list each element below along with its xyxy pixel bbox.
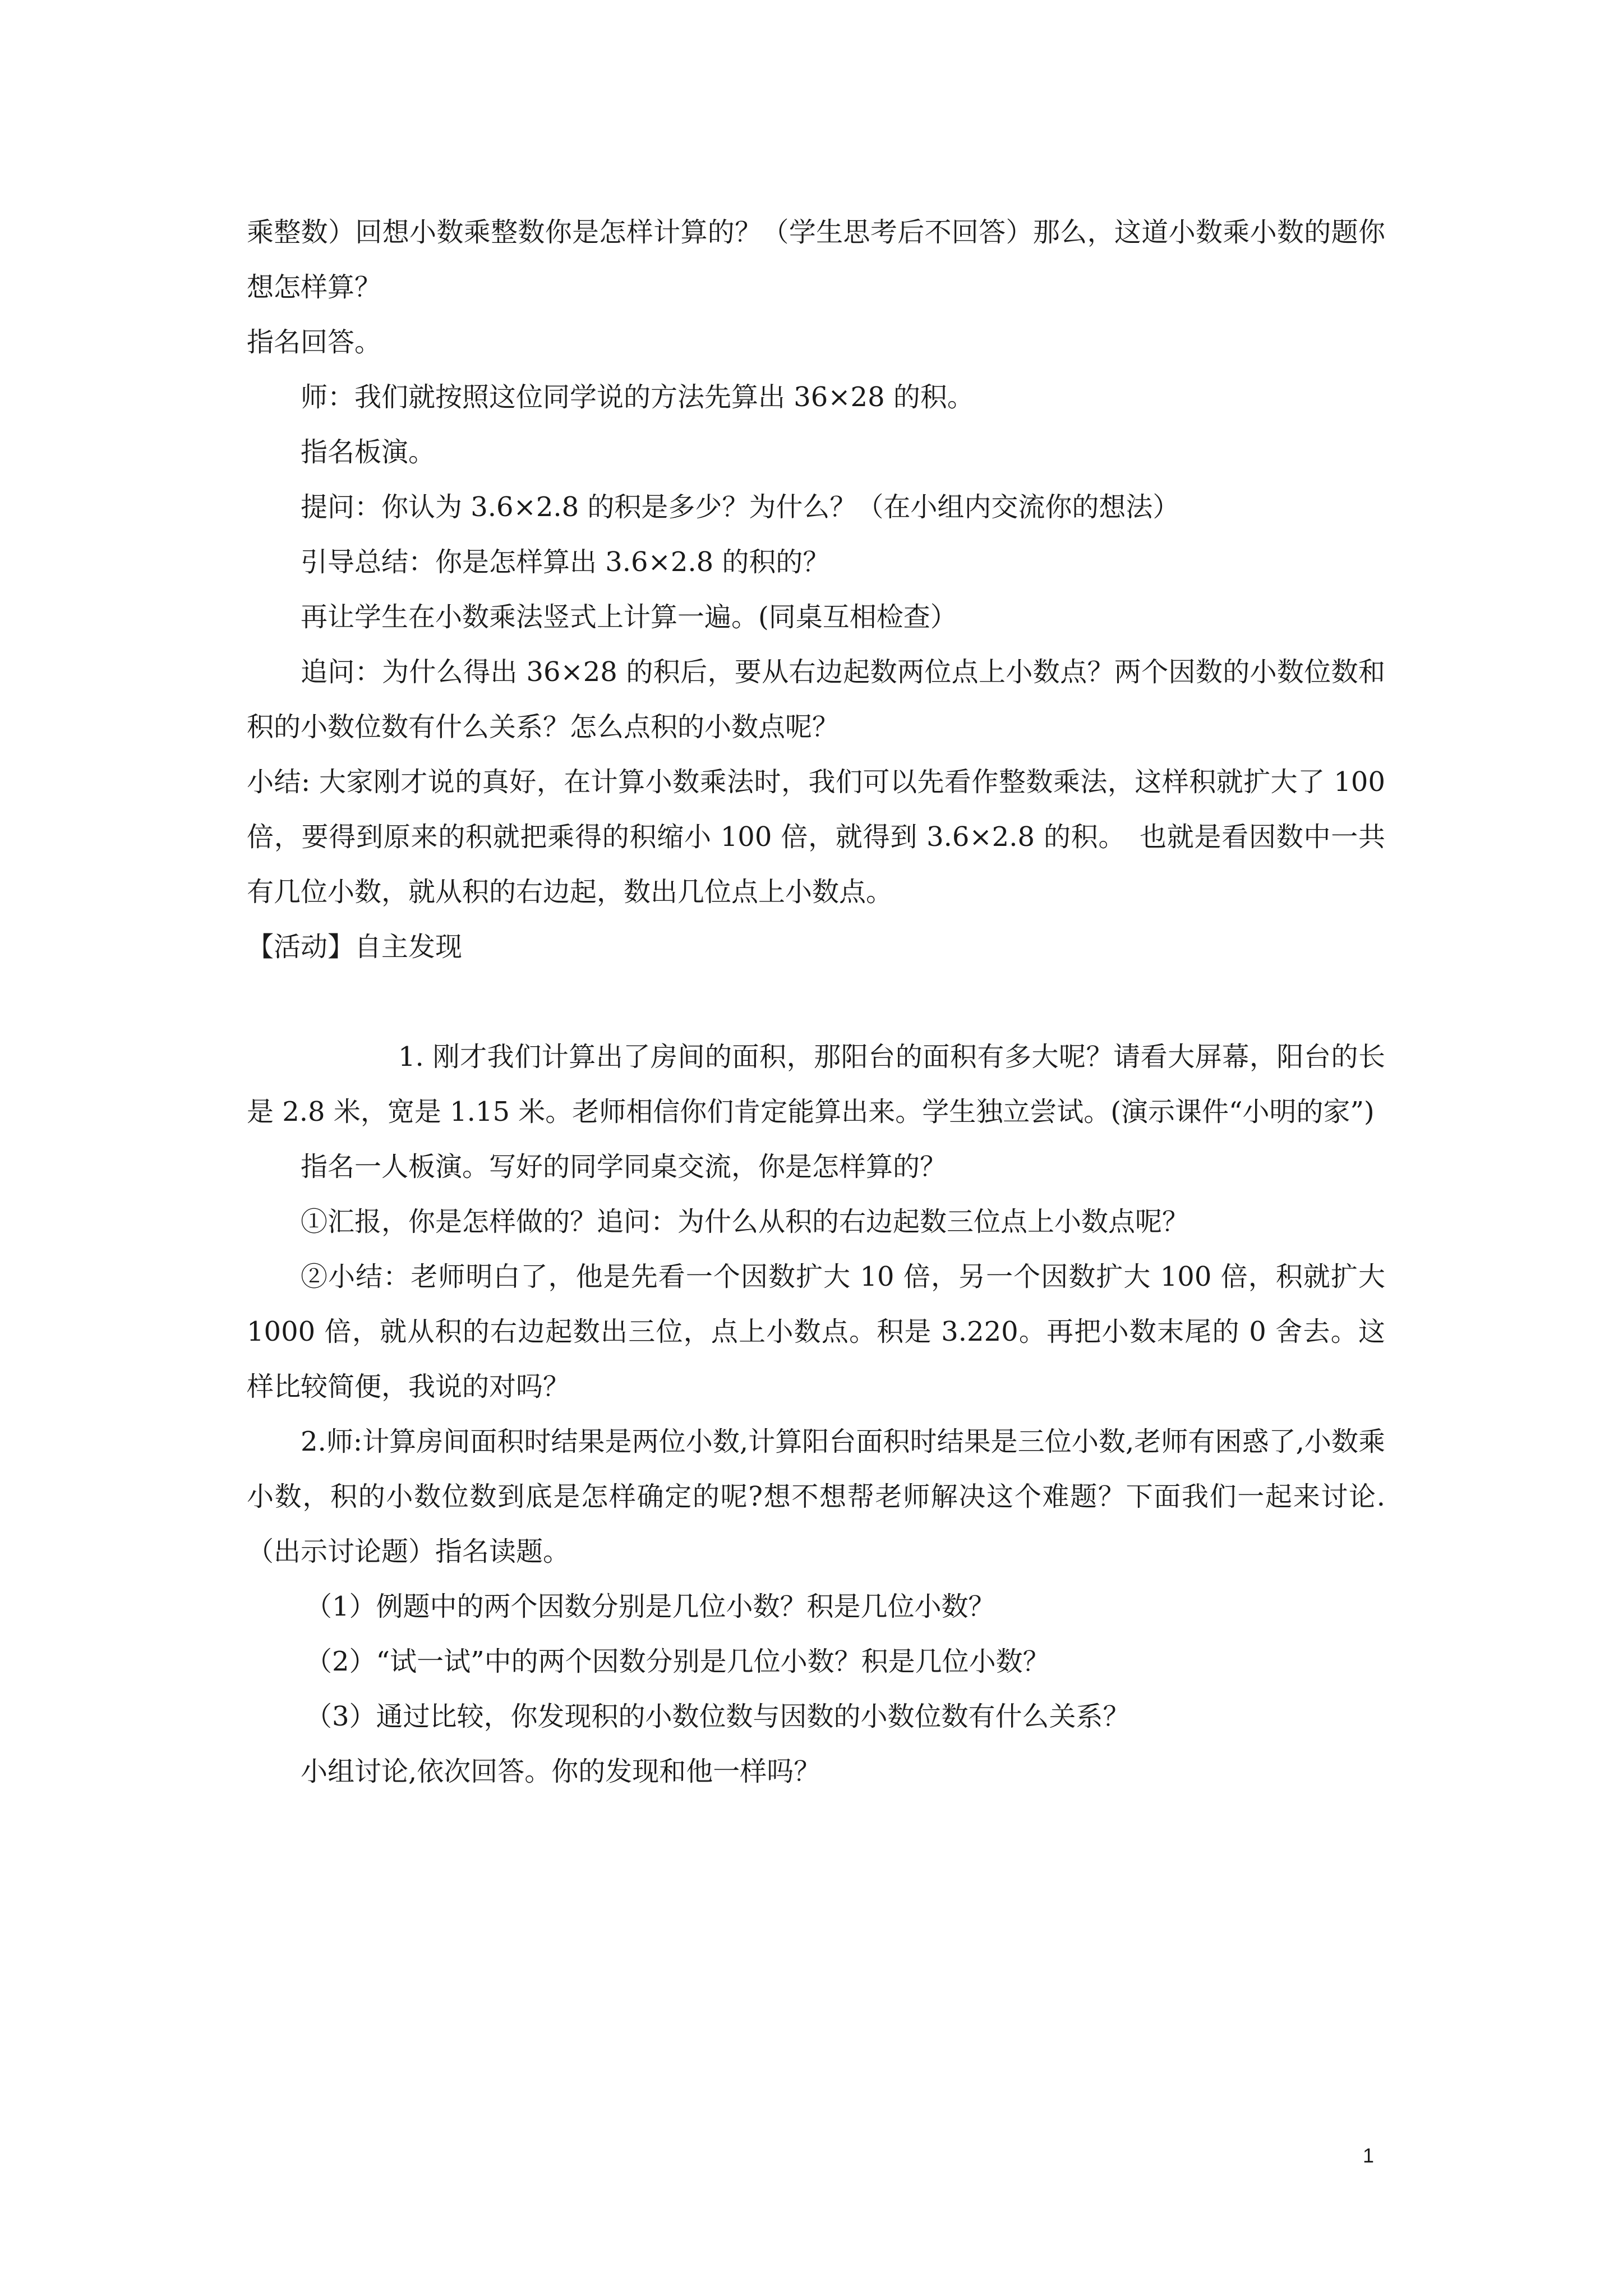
discussion-question: （1）例题中的两个因数分别是几位小数？积是几位小数？ — [305, 1591, 995, 1622]
paragraph: 指名回答。 — [247, 326, 382, 358]
blank-line — [247, 974, 1385, 1029]
paragraph: 乘整数）回想小数乘整数你是怎样计算的？（学生思考后不回答）那么，这道小数乘小数的题你想怎样算？ — [247, 217, 1385, 303]
discussion-question: （3）通过比较，你发现积的小数位数与因数的小数位数有什么关系？ — [305, 1701, 1130, 1732]
paragraph: 提问：你认为 3.6×2.8 的积是多少？为什么？（在小组内交流你的想法） — [301, 491, 1180, 523]
discussion-question: （2）“试一试”中的两个因数分别是几位小数？积是几位小数？ — [305, 1646, 1050, 1677]
paragraph: 2.师:计算房间面积时结果是两位小数,计算阳台面积时结果是三位小数,老师有困惑了,小数乘小数，积的小数位数到底是怎样确定的呢?想不想帮老师解决这个难题？下面我们一起来讨论.（出示讨论题）指名读题。 — [247, 1426, 1385, 1567]
paragraph: 再让学生在小数乘法竖式上计算一遍。(同桌互相检查） — [301, 601, 957, 633]
paragraph: 小组讨论,依次回答。你的发现和他一样吗？ — [301, 1756, 821, 1787]
paragraph: ①汇报，你是怎样做的？追问：为什么从积的右边起数三位点上小数点呢？ — [301, 1206, 1189, 1237]
paragraph: 师：我们就按照这位同学说的方法先算出 36×28 的积。 — [301, 381, 974, 413]
section-heading: 【活动】自主发现 — [247, 931, 463, 963]
paragraph: 追问：为什么得出 36×28 的积后，要从右边起数两位点上小数点？两个因数的小数位数和积的小数位数有什么关系？怎么点积的小数点呢？ — [247, 656, 1385, 743]
paragraph: 小结: 大家刚才说的真好，在计算小数乘法时，我们可以先看作整数乘法，这样积就扩大了 100 倍，要得到原来的积就把乘得的积缩小 100 倍，就得到 3.6×2.8 的积。 也就是看因数中一共有几位小数，就从积的右边起，数出几位点上小数点。 — [247, 766, 1385, 908]
paragraph: 1. 刚才我们计算出了房间的面积，那阳台的面积有多大呢？请看大屏幕，阳台的长是 2.8 米，宽是 1.15 米。老师相信你们肯定能算出来。学生独立尝试。(演示课件“小明的家”) — [247, 1041, 1385, 1128]
paragraph: ②小结：老师明白了，他是先看一个因数扩大 10 倍，另一个因数扩大 100 倍，积就扩大 1000 倍，就从积的右边起数出三位，点上小数点。积是 3.220。再把小数末尾的 0 舍去。这样比较简便，我说的对吗？ — [247, 1261, 1385, 1402]
page-number: 1 — [1363, 2144, 1375, 2167]
paragraph: 指名板演。 — [301, 436, 436, 468]
paragraph: 引导总结：你是怎样算出 3.6×2.8 的积的？ — [301, 546, 830, 578]
document-body — [247, 205, 1385, 1799]
paragraph: 指名一人板演。写好的同学同桌交流，你是怎样算的？ — [301, 1151, 947, 1182]
